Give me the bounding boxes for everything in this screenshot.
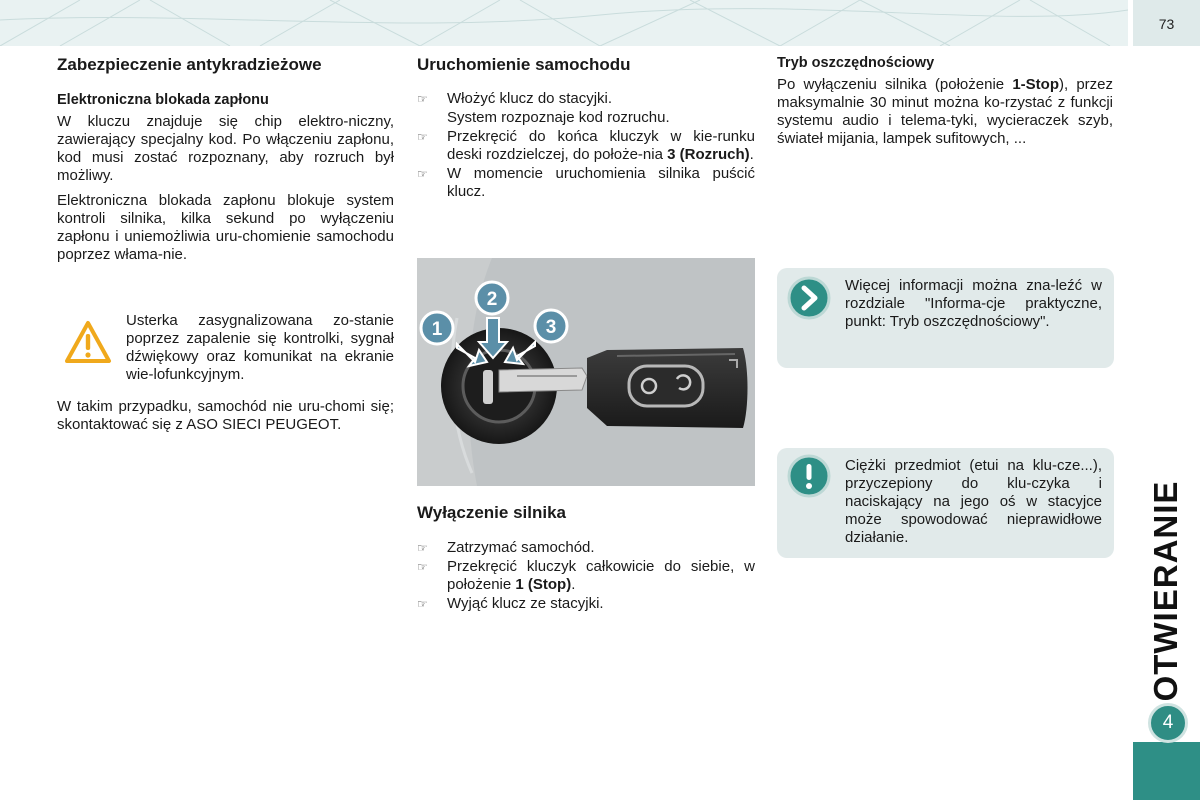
start-note-item bbox=[417, 109, 755, 127]
column-stop bbox=[417, 503, 755, 614]
pointing-hand-icon: ☞ bbox=[417, 167, 428, 181]
position-label-1 bbox=[421, 312, 453, 344]
start-step-3: ☞ W momencie uruchomienia silnika puścić klucz. bbox=[417, 165, 755, 200]
svg-text:1: 1 bbox=[431, 319, 443, 340]
header-banner bbox=[0, 0, 1128, 46]
pointing-hand-icon: ☞ bbox=[417, 597, 428, 611]
chapter-number-badge: 4 bbox=[1148, 703, 1188, 743]
page-number: 73 bbox=[1158, 16, 1175, 32]
chevron-right-icon bbox=[787, 276, 831, 320]
column-economy bbox=[777, 55, 1113, 148]
pointing-hand-icon: ☞ bbox=[417, 541, 428, 555]
pointing-hand-icon: ☞ bbox=[417, 92, 428, 106]
pointing-hand-icon: ☞ bbox=[417, 130, 428, 144]
banner-pattern bbox=[0, 0, 1128, 46]
column-start bbox=[417, 55, 755, 202]
notice-box bbox=[777, 448, 1114, 558]
chapter-title: OTWIERANIE bbox=[1147, 480, 1184, 702]
stop-step-2: ☞ Przekręcić kluczyk całkowicie do siebie, w położenie 1 (Stop). bbox=[417, 558, 755, 593]
immobiliser-para-2: Elektroniczna blokada zapłonu blokuje system kontroli silnika, kilka sekund po wyłączeniu zapłonu i uniemożliwia uru-chomienie samochodu poprzez włama-nie. bbox=[57, 192, 394, 263]
chapter-sidebar-accent bbox=[1133, 742, 1200, 800]
start-heading: Uruchomienie samochodu bbox=[417, 55, 631, 74]
info-box-text: Więcej informacji można zna-leźć w rozdziale "Informa-cje praktyczne, punkt: Tryb oszczędnościowy". bbox=[845, 277, 1102, 330]
svg-text:3: 3 bbox=[545, 317, 557, 338]
stop-step-1: ☞ Zatrzymać samochód. bbox=[417, 539, 595, 556]
start-step-1: ☞ Włożyć klucz do stacyjki. bbox=[417, 90, 613, 107]
position-label-3 bbox=[535, 310, 567, 342]
antitheft-heading: Zabezpieczenie antykradzieżowe bbox=[57, 55, 322, 74]
start-steps-list bbox=[417, 90, 755, 201]
info-box bbox=[777, 268, 1114, 368]
start-step-2: ☞ Przekręcić do końca kluczyk w kie-runku deski rozdzielczej, do położe-nia 3 (Rozruch). bbox=[417, 128, 755, 163]
economy-para: Po wyłączeniu silnika (położenie 1-Stop), przez maksymalnie 30 minut można ko-rzystać z funkcji systemu audio i telema-tyki, wycieraczek szyb, świateł mijania, lampek sufitowych, ... bbox=[777, 76, 1114, 147]
ignition-key-illustration bbox=[417, 258, 755, 486]
stop-heading: Wyłączenie silnika bbox=[417, 503, 566, 522]
exclamation-icon bbox=[787, 454, 831, 498]
svg-text:2: 2 bbox=[486, 289, 498, 310]
position-label-2 bbox=[476, 282, 508, 314]
economy-heading: Tryb oszczędnościowy bbox=[777, 55, 935, 71]
dealer-contact-text: W takim przypadku, samochód nie uru-chomi się; skontaktować się z ASO SIECI PEUGEOT. bbox=[57, 398, 394, 433]
warning-text: Usterka zasygnalizowana zo-stanie poprzez zapalenie się kontrolki, sygnał dźwiękowy oraz komunikat na ekranie wie-lofunkcyjnym. bbox=[126, 312, 394, 383]
immobiliser-subheading: Elektroniczna blokada zapłonu bbox=[57, 92, 269, 108]
start-note: System rozpoznaje kod rozruchu. bbox=[447, 109, 670, 126]
column-antitheft bbox=[57, 55, 394, 264]
stop-step-3: ☞ Wyjąć klucz ze stacyjki. bbox=[417, 595, 604, 612]
pointing-hand-icon: ☞ bbox=[417, 560, 428, 574]
notice-box-text: Ciężki przedmiot (etui na klu-cze...), przyczepiony do klu-czyka i naciskający na jego oś w stacyjce może spowodować nieprawidłowe działanie. bbox=[845, 457, 1102, 546]
warning-triangle-icon bbox=[64, 320, 112, 364]
stop-steps-list bbox=[417, 539, 755, 613]
immobiliser-para-1: W kluczu znajduje się chip elektro-niczny, zawierający specjalny kod. Po włączeniu zapłonu, kod musi zostać rozpoznany, aby rozruch był możliwy. bbox=[57, 113, 394, 184]
